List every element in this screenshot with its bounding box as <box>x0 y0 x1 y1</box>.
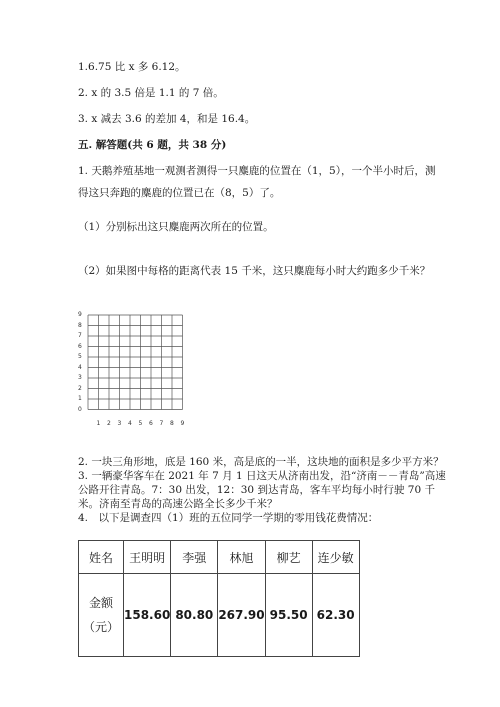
problem-2: 2. 一块三角形地，底是 160 米，高是底的一半，这块地的面积是多少平方米？ <box>78 456 444 468</box>
grid-y-label: 7 <box>78 332 82 339</box>
table-header-cell: 连少敏 <box>312 541 359 574</box>
amount-cell: 158.60 <box>124 574 171 657</box>
grid-x-label: 3 <box>117 419 122 427</box>
question-b: 2. x 的 3.5 倍是 1.1 的 7 倍。 <box>78 87 224 99</box>
grid-x-label: 7 <box>159 419 164 427</box>
table-header-cell: 王明明 <box>124 541 171 574</box>
amount-cell: 95.50 <box>265 574 312 657</box>
grid-y-label: 5 <box>78 353 82 360</box>
grid-y-label: 8 <box>78 321 82 329</box>
problem-4: 4. 以下是调查四（1）班的五位同学一学期的零用钱花费情况： <box>78 512 379 524</box>
problem-3-line-2: 公路开往青岛。7：30 出发，12：30 到达青岛，客车平均每小时行驶 70 千 <box>78 484 435 496</box>
grid-y-label: 9 <box>78 311 82 318</box>
grid-y-label: 0 <box>78 405 82 413</box>
coordinate-grid <box>78 310 198 426</box>
grid-x-label: 4 <box>128 419 132 427</box>
problem-1-sub-1: （1）分别标出这只麋鹿两次所在的位置。 <box>78 221 274 233</box>
question-a: 1.6.75 比 x 多 6.12。 <box>78 61 186 73</box>
grid-x-label: 2 <box>107 419 111 427</box>
spending-table <box>78 540 360 657</box>
problem-1-line-2: 得这只奔跑的麋鹿的位置已在（8，5）了。 <box>78 187 281 199</box>
grid-x-label: 8 <box>170 419 174 427</box>
table-row <box>79 574 360 657</box>
grid-y-label: 2 <box>78 384 82 392</box>
table-header-cell: 林旭 <box>218 541 265 574</box>
problem-3-line-1: 3. 一辆豪华客车在 2021 年 7 月 1 日这天从济南出发，沿“济南－－青岛”高速 <box>78 470 446 482</box>
grid-y-label: 4 <box>78 363 82 371</box>
amount-label-1: 金额 <box>88 596 113 610</box>
amount-cell: 80.80 <box>171 574 218 657</box>
grid-y-label: 1 <box>78 395 82 402</box>
amount-label-cell <box>79 574 124 657</box>
section-title: 五. 解答题(共 6 题，共 38 分) <box>78 139 227 151</box>
amount-label-2: （元） <box>82 620 119 634</box>
amount-cell: 62.30 <box>312 574 359 657</box>
amount-cell: 267.90 <box>218 574 265 657</box>
table-header-row <box>79 541 360 574</box>
problem-3-line-3: 米。济南至青岛的高速公路全长多少千米？ <box>78 498 278 510</box>
table-header-cell: 柳艺 <box>265 541 312 574</box>
problem-1-line-1: 1. 天鹅养殖基地一观测者测得一只麋鹿的位置在（1，5），一个半小时后，测 <box>78 165 436 177</box>
table-header-cell: 李强 <box>171 541 218 574</box>
problem-1-sub-2: （2）如果图中每格的距离代表 15 千米，这只麋鹿每小时大约跑多少千米？ <box>78 265 431 277</box>
question-c: 3. x 减去 3.6 的差加 4，和是 16.4。 <box>78 113 256 125</box>
grid-x-label: 9 <box>180 419 185 427</box>
grid-y-label: 3 <box>78 374 82 381</box>
grid-x-label: 5 <box>138 419 143 427</box>
grid-x-label: 1 <box>96 419 101 427</box>
grid-svg <box>78 310 198 422</box>
name-header-cell: 姓名 <box>79 541 124 574</box>
grid-y-label: 6 <box>78 342 82 350</box>
grid-x-label: 6 <box>149 419 153 427</box>
